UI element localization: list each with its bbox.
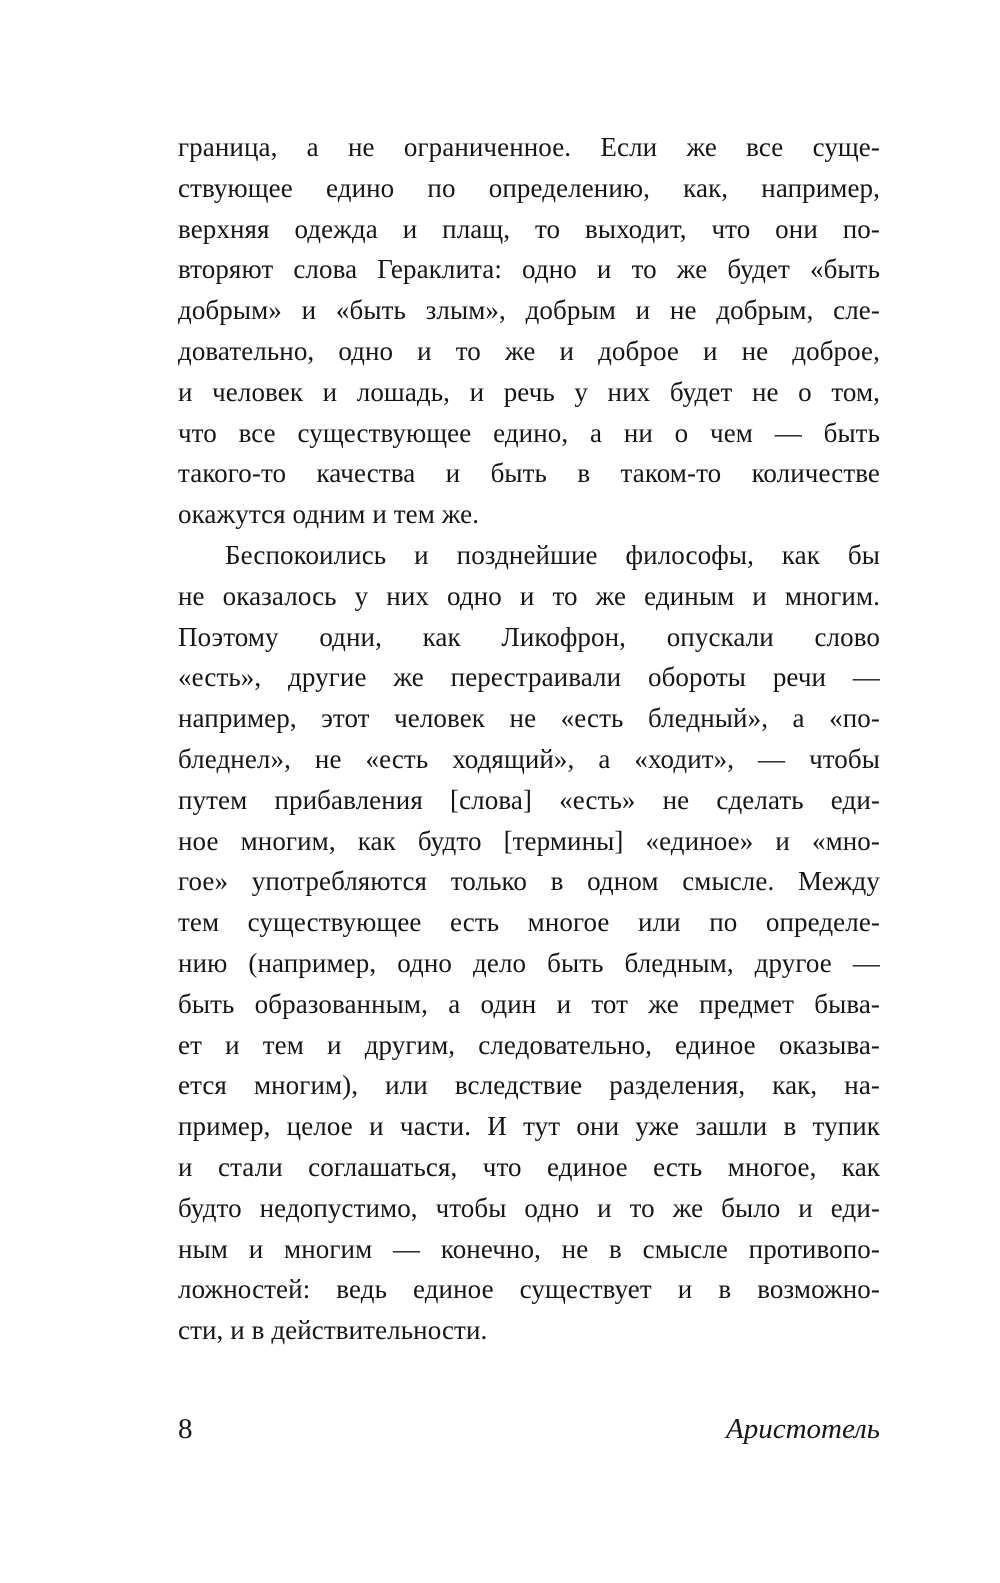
text-line: будто недопустимо, чтобы одно и то же было и еди- [178,1192,880,1223]
text-line: бледнел», не «есть ходящий», а «ходит», — чтобы [178,743,880,774]
running-title-author: Аристотель [726,1413,880,1445]
text-line: Беспокоились и позднейшие философы, как бы [225,539,880,570]
text-line: что все существующее едино, а ни о чем — быть [178,417,880,448]
text-line: тем существующее есть многое или по определе- [178,907,880,938]
text-line: такого-то качества и быть в таком-то количестве [178,458,880,489]
text-line: довательно, одно и то же и доброе и не доброе, [178,335,880,366]
text-line: и стали соглашаться, что единое есть многое, как [178,1151,880,1182]
text-line: гое» употребляются только в одном смысле. Между [178,866,880,897]
text-line: ет и тем и другим, следовательно, единое оказыва- [178,1029,880,1060]
text-line: ется многим), или вследствие разделения, как, на- [178,1070,880,1101]
page-footer [178,1410,880,1448]
paragraph [178,535,880,1351]
text-line: например, этот человек не «есть бледный», а «по- [178,703,880,734]
text-line: «есть», другие же перестраивали обороты речи — [178,662,880,693]
text-line: путем прибавления [слова] «есть» не сделать еди- [178,784,880,815]
text-line: добрым» и «быть злым», добрым и не добрым, сле- [178,295,880,326]
text-line: сти, и в действительности. [178,1315,488,1346]
text-line: окажутся одним и тем же. [178,499,480,530]
text-line: ствующее едино по определению, как, например, [178,172,880,203]
text-line: ное многим, как будто [термины] «единое» и «мно- [178,825,880,856]
text-line: ным и многим — конечно, не в смысле противопо- [178,1233,880,1264]
text-line: быть образованным, а один и тот же предмет быва- [178,988,880,1019]
paragraph [178,127,880,535]
text-line: граница, а не ограниченное. Если же все суще- [178,132,880,162]
text-line: верхняя одежда и плащ, то выходит, что они по- [178,213,880,244]
text-line: ложностей: ведь единое существует и в возможно- [178,1274,880,1305]
text-line: пример, целое и части. И тут они уже зашли в тупик [178,1111,880,1142]
body-text [178,127,880,1351]
text-line: Поэтому одни, как Ликофрон, опускали слово [178,621,880,652]
text-line: не оказалось у них одно и то же единым и многим. [178,580,880,611]
text-line: и человек и лошадь, и речь у них будет не о том, [178,376,880,407]
text-line: вторяют слова Гераклита: одно и то же будет «быть [178,254,880,285]
text-line: нию (например, одно дело быть бледным, другое — [178,947,880,978]
page-number: 8 [178,1413,193,1445]
